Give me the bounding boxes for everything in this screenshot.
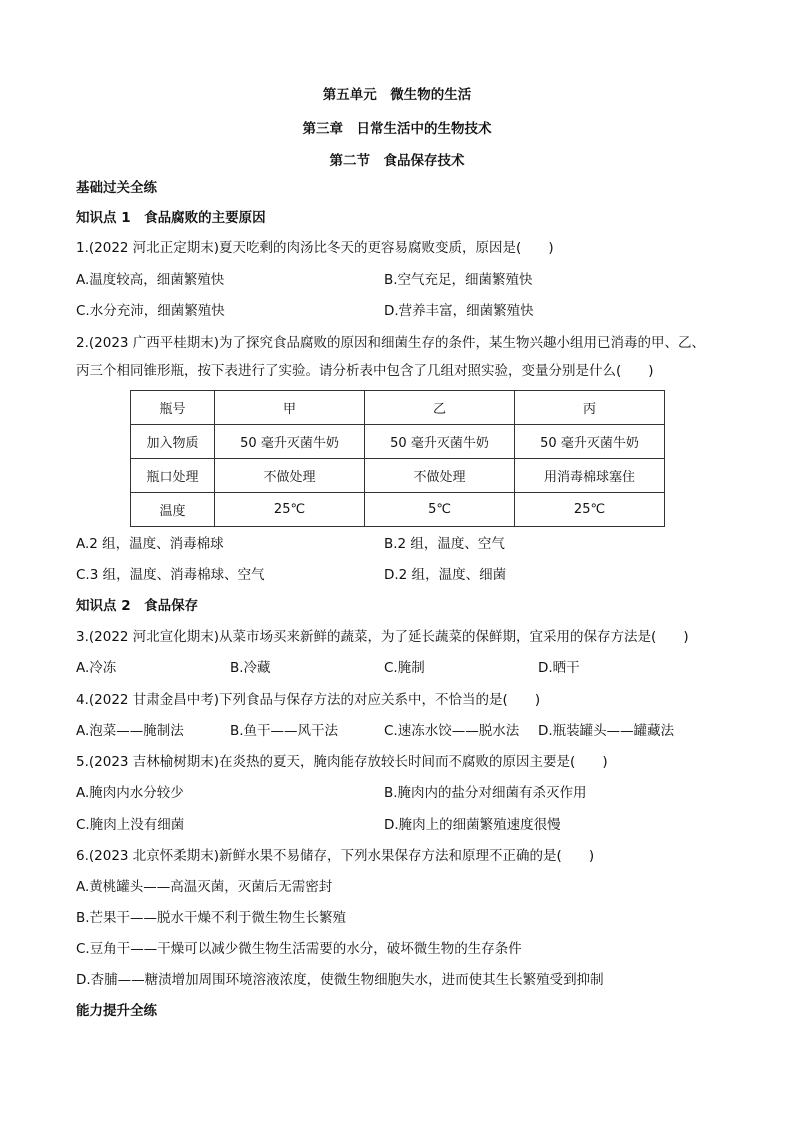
table-cell: 加入物质 bbox=[131, 425, 215, 459]
q3-option-c: C.腌制 bbox=[384, 660, 425, 676]
q2-option-d: D.2 组，温度、细菌 bbox=[384, 567, 507, 583]
q5-option-b: B.腌肉内的盐分对细菌有杀灭作用 bbox=[384, 785, 587, 801]
q3-option-a: A.冷冻 bbox=[76, 660, 117, 676]
kp2-title: 知识点 2 食品保存 bbox=[76, 598, 199, 614]
table-cell: 50 毫升灭菌牛奶 bbox=[515, 425, 665, 459]
q5-option-c: C.腌肉上没有细菌 bbox=[76, 817, 185, 833]
q4-option-c: C.速冻水饺——脱水法 bbox=[384, 723, 520, 739]
q1-stem: 1.(2022 河北正定期末)夏天吃剩的肉汤比冬天的更容易腐败变质，原因是( ) bbox=[76, 240, 554, 256]
table-row bbox=[131, 459, 665, 493]
table-cell: 25℃ bbox=[215, 493, 365, 527]
q1-option-c: C.水分充沛，细菌繁殖快 bbox=[76, 303, 225, 319]
q2-stem-line2: 丙三个相同锥形瓶，按下表进行了实验。请分析表中包含了几组对照实验，变量分别是什么( ) bbox=[76, 363, 654, 379]
q6-stem: 6.(2023 北京怀柔期末)新鲜水果不易储存，下列水果保存方法和原理不正确的是( ) bbox=[76, 848, 595, 864]
experiment-table bbox=[130, 390, 665, 527]
q3-stem: 3.(2022 河北宣化期末)从菜市场买来新鲜的蔬菜，为了延长蔬菜的保鲜期，宜采用的保存方法是( ) bbox=[76, 629, 689, 645]
q6-option-c: C.豆角干——干燥可以减少微生物生活需要的水分，破坏微生物的生存条件 bbox=[76, 941, 522, 957]
q2-option-b: B.2 组，温度、空气 bbox=[384, 536, 505, 552]
section-title: 第二节 食品保存技术 bbox=[329, 153, 465, 169]
table-cell: 不做处理 bbox=[365, 459, 515, 493]
table-cell: 瓶号 bbox=[131, 391, 215, 425]
table-row bbox=[131, 493, 665, 527]
table-cell: 用消毒棉球塞住 bbox=[515, 459, 665, 493]
q1-option-b: B.空气充足，细菌繁殖快 bbox=[384, 272, 533, 288]
part2-title: 能力提升全练 bbox=[76, 1003, 157, 1019]
q4-option-a: A.泡菜——腌制法 bbox=[76, 723, 184, 739]
table-cell: 50 毫升灭菌牛奶 bbox=[365, 425, 515, 459]
q1-option-d: D.营养丰富，细菌繁殖快 bbox=[384, 303, 534, 319]
q6-option-b: B.芒果干——脱水干燥不利于微生物生长繁殖 bbox=[76, 910, 347, 926]
unit-title: 第五单元 微生物的生活 bbox=[322, 87, 472, 103]
q2-option-c: C.3 组，温度、消毒棉球、空气 bbox=[76, 567, 265, 583]
table-cell: 乙 bbox=[365, 391, 515, 425]
table-cell: 丙 bbox=[515, 391, 665, 425]
table-row bbox=[131, 425, 665, 459]
q4-option-d: D.瓶装罐头——罐藏法 bbox=[538, 723, 675, 739]
table-header-row bbox=[131, 391, 665, 425]
table-cell: 瓶口处理 bbox=[131, 459, 215, 493]
q5-option-a: A.腌肉内水分较少 bbox=[76, 785, 184, 801]
kp1-title: 知识点 1 食品腐败的主要原因 bbox=[76, 210, 266, 226]
q6-option-d: D.杏脯——糖渍增加周围环境溶液浓度，使微生物细胞失水，进而使其生长繁殖受到抑制 bbox=[76, 972, 604, 988]
q6-option-a: A.黄桃罐头——高温灭菌，灭菌后无需密封 bbox=[76, 879, 333, 895]
q3-option-b: B.冷藏 bbox=[230, 660, 271, 676]
table-cell: 甲 bbox=[215, 391, 365, 425]
chapter-title: 第三章 日常生活中的生物技术 bbox=[302, 121, 492, 137]
table-cell: 25℃ bbox=[515, 493, 665, 527]
table-cell: 5℃ bbox=[365, 493, 515, 527]
table-cell: 不做处理 bbox=[215, 459, 365, 493]
table-cell: 温度 bbox=[131, 493, 215, 527]
q1-option-a: A.温度较高，细菌繁殖快 bbox=[76, 272, 225, 288]
q2-option-a: A.2 组，温度、消毒棉球 bbox=[76, 536, 224, 552]
q3-option-d: D.晒干 bbox=[538, 660, 580, 676]
q5-stem: 5.(2023 吉林榆树期末)在炎热的夏天，腌肉能存放较长时间而不腐败的原因主要是( ) bbox=[76, 754, 608, 770]
q4-option-b: B.鱼干——风干法 bbox=[230, 723, 339, 739]
part1-title: 基础过关全练 bbox=[76, 180, 157, 196]
table-cell: 50 毫升灭菌牛奶 bbox=[215, 425, 365, 459]
q4-stem: 4.(2022 甘肃金昌中考)下列食品与保存方法的对应关系中，不恰当的是( ) bbox=[76, 692, 541, 708]
q2-stem-line1: 2.(2023 广西平桂期末)为了探究食品腐败的原因和细菌生存的条件，某生物兴趣小组用已消毒的甲、乙、 bbox=[76, 335, 706, 351]
q5-option-d: D.腌肉上的细菌繁殖速度很慢 bbox=[384, 817, 561, 833]
